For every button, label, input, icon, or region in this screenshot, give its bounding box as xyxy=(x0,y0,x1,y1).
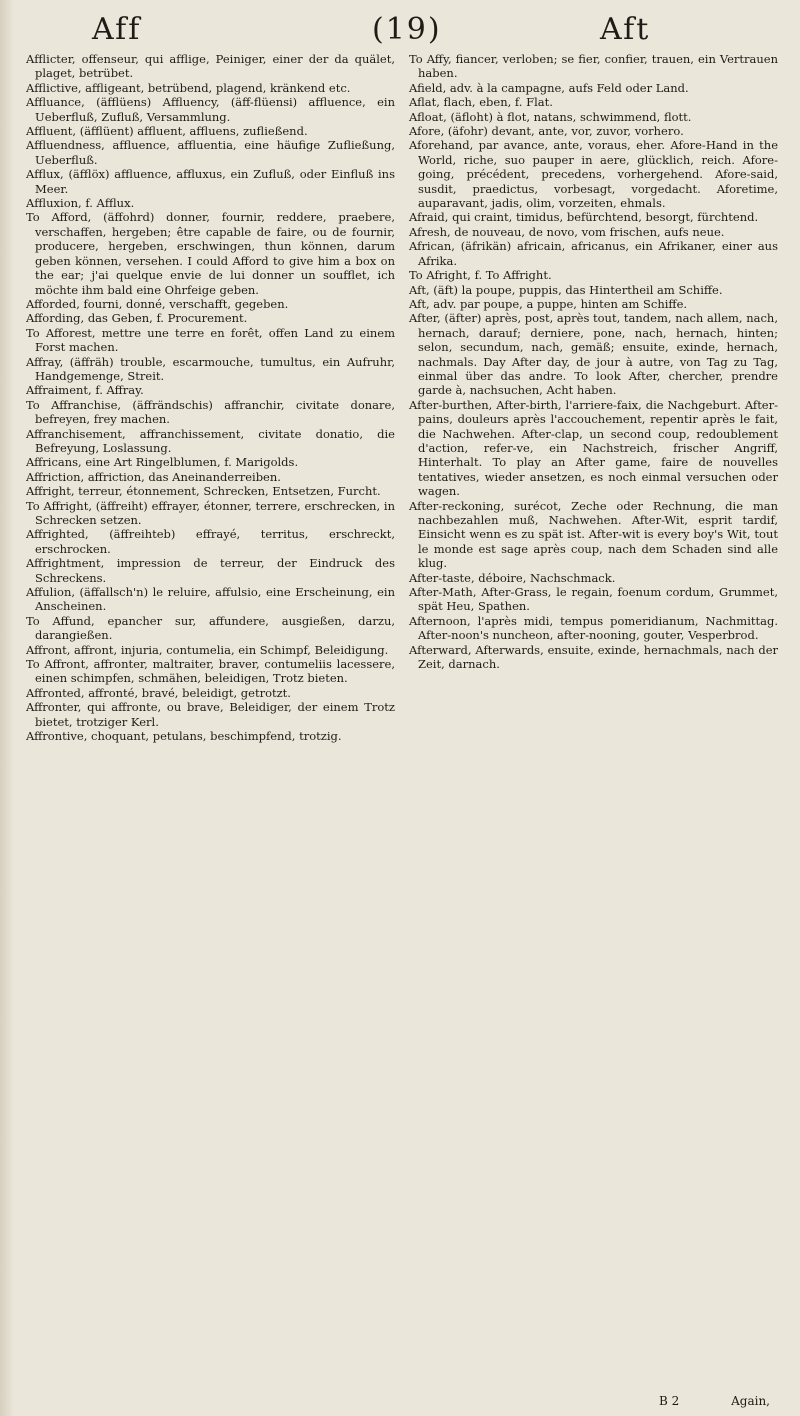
page-header xyxy=(0,10,800,50)
dictionary-entry: After-Math, After-Grass, le regain, foenum cordum, Grummet, spät Heu, Spathen. xyxy=(409,585,778,614)
dictionary-entry: Aforehand, par avance, ante, voraus, eher. Afore-Hand in the World, riche, suo pauper in aere, glücklich, reich. Afore-going, précédent, precedens, vorhergehend. Afore-said, susdit, praedictus, vorbesagt, vorgedacht. Aforetime, auparavant, jadis, olim, vorzeiten, ehmals. xyxy=(409,138,778,211)
dictionary-entry: After-reckoning, surécot, Zeche oder Rechnung, die man nachbezahlen muß, Nachwehen. After-Wit, esprit tardif, Einsicht wenn es zu spät ist. After-wit is every boy's Wit, tout le monde est sage après coup, nach dem Schaden sind alle klug. xyxy=(409,498,778,571)
dictionary-entry: Affray, (äffräh) trouble, escarmouche, tumultus, ein Aufruhr, Handgemenge, Streit. xyxy=(26,354,395,383)
dictionary-entry: Affraiment, f. Affray. xyxy=(26,383,144,398)
dictionary-entry: Aflat, flach, eben, f. Flat. xyxy=(409,95,553,110)
dictionary-entry: Affrightment, impression de terreur, der Eindruck des Schreckens. xyxy=(26,556,395,585)
dictionary-entry: To Afford, (äffohrd) donner, fournir, reddere, praebere, verschaffen, hergeben; être capable de faire, ou de fournir, producere, hergeben, erschwingen, thun können, darum geben können, versehen. I could Afford to give him a box on the ear; j'ai quelque envie de lui donner un soufflet, ich möchte ihm bald eine Ohrfeige geben. xyxy=(26,210,395,297)
dictionary-entry: Afterward, Afterwards, ensuite, exinde, hernachmals, nach der Zeit, darnach. xyxy=(409,642,778,672)
dictionary-entry: Afflux, (äfflöx) affluence, affluxus, ein Zufluß, oder Einfluß ins Meer. xyxy=(26,167,395,196)
dictionary-entry: Afternoon, l'après midi, tempus pomeridianum, Nachmittag. After-noon's nuncheon, after-nooning, gouter, Vesperbrod. xyxy=(409,613,778,643)
dictionary-entry: Aft, adv. par poupe, a puppe, hinten am Schiffe. xyxy=(409,296,688,311)
text-columns xyxy=(26,52,778,1388)
dictionary-entry: To Affund, epancher sur, affundere, ausgießen, darzu, darangießen. xyxy=(26,613,395,643)
right-column xyxy=(409,52,778,1388)
dictionary-entry: Afforded, fourni, donné, verschafft, gegeben. xyxy=(26,296,289,311)
dictionary-entry: After-taste, déboire, Nachschmack. xyxy=(409,570,616,585)
dictionary-entry: Affrontive, choquant, petulans, beschimpfend, trotzig. xyxy=(26,729,342,744)
dictionary-entry: Affluance, (äfflüens) Affluency, (äff-flüensi) affluence, ein Ueberfluß, Zufluß, Versammlung. xyxy=(26,95,395,124)
dictionary-entry: Affright, terreur, étonnement, Schrecken, Entsetzen, Furcht. xyxy=(26,484,381,499)
dictionary-entry: To Afright, f. To Affright. xyxy=(409,268,552,283)
signature-mark: B 2 xyxy=(659,1394,680,1408)
dictionary-entry: Aft, (äft) la poupe, puppis, das Hintertheil am Schiffe. xyxy=(409,282,723,297)
dictionary-entry: African, (äfrikän) africain, africanus, ein Afrikaner, einer aus Afrika. xyxy=(409,239,778,268)
dictionary-entry: Affluent, (äfflüent) affluent, affluens, zufließend. xyxy=(26,124,308,139)
dictionary-entry: Afore, (äfohr) devant, ante, vor, zuvor, vorhero. xyxy=(409,124,684,139)
header-right-guideword: Aft xyxy=(600,12,651,47)
dictionary-entry: Afraid, qui craint, timidus, befürchtend, besorgt, fürchtend. xyxy=(409,210,759,225)
dictionary-entry: Affronter, qui affronte, ou brave, Beleidiger, der einem Trotz bietet, trotziger Kerl. xyxy=(26,700,395,729)
page-number: (19) xyxy=(372,12,442,47)
page-footer xyxy=(611,1394,770,1408)
dictionary-entry: To Affright, (äffreiht) effrayer, étonner, terrere, erschrecken, in Schrecken setzen. xyxy=(26,498,395,527)
dictionary-entry: Affluxion, f. Afflux. xyxy=(26,196,135,211)
dictionary-entry: After-burthen, After-birth, l'arriere-faix, die Nachgeburt. After-pains, douleurs après l'accouchement, repentir après le fait, die Nachwehen. After-clap, un second coup, redoublement d'action, refer-ve, ein Nachstreich, frischer Angriff, Hinterhalt. To play an After game, faire de nouvelles tentatives, wieder ansetzen, es noch einmal versuchen oder wagen. xyxy=(409,397,778,499)
dictionary-entry: Afresh, de nouveau, de novo, vom frischen, aufs neue. xyxy=(409,224,725,239)
dictionary-entry: To Affranchise, (äffrändschis) affranchir, civitate donare, befreyen, frey machen. xyxy=(26,397,395,427)
dictionary-entry: To Affy, fiancer, verloben; se fier, confier, trauen, ein Vertrauen haben. xyxy=(409,52,778,81)
dictionary-entry: Affronted, affronté, bravé, beleidigt, getrotzt. xyxy=(26,685,291,700)
dictionary-entry: Affront, affront, injuria, contumelia, ein Schimpf, Beleidigung. xyxy=(26,642,389,657)
dictionary-entry: To Afforest, mettre une terre en forêt, offen Land zu einem Forst machen. xyxy=(26,325,395,355)
dictionary-entry: Affrighted, (äffreihteb) effrayé, territus, erschreckt, erschrocken. xyxy=(26,527,395,556)
dictionary-entry: Afflicter, offenseur, qui afflige, Peiniger, einer der da quälet, plaget, betrübet. xyxy=(26,52,395,81)
dictionary-entry: Affluendness, affluence, affluentia, eine häufige Zufließung, Ueberfluß. xyxy=(26,138,395,167)
dictionary-entry: Affulion, (äffallsch'n) le reluire, affulsio, eine Erscheinung, ein Anscheinen. xyxy=(26,585,395,614)
dictionary-entry: Affriction, affriction, das Aneinanderreiben. xyxy=(26,469,281,484)
dictionary-entry: Affording, das Geben, f. Procurement. xyxy=(26,311,248,326)
dictionary-entry: Affricans, eine Art Ringelblumen, f. Marigolds. xyxy=(26,455,299,470)
dictionary-entry: Afflictive, affligeant, betrübend, plagend, kränkend etc. xyxy=(26,80,351,95)
dictionary-entry: Afloat, (äfloht) à flot, natans, schwimmend, flott. xyxy=(409,109,692,124)
dictionary-entry: After, (äfter) après, post, après tout, tandem, nach allem, nach, hernach, darauf; derniere, pone, nach, hernach, hinten; selon, secundum, nach, gemäß; ensuite, exinde, hernach, nachmals. Day After day, de jour à autre, von Tag zu Tag, einmal über das andre. To look After, chercher, prendre garde à, nachsuchen, Acht haben. xyxy=(409,311,778,398)
catchword: Again, xyxy=(731,1394,770,1408)
header-left-guideword: Aff xyxy=(92,12,142,47)
dictionary-entry: To Affront, affronter, maltraiter, braver, contumeliis lacessere, einen schimpfen, schmähen, beleidigen, Trotz bieten. xyxy=(26,657,395,686)
dictionary-entry: Affranchisement, affranchissement, civitate donatio, die Befreyung, Loslassung. xyxy=(26,426,395,455)
dictionary-entry: Afield, adv. à la campagne, aufs Feld oder Land. xyxy=(409,80,689,95)
left-column xyxy=(26,52,395,1388)
